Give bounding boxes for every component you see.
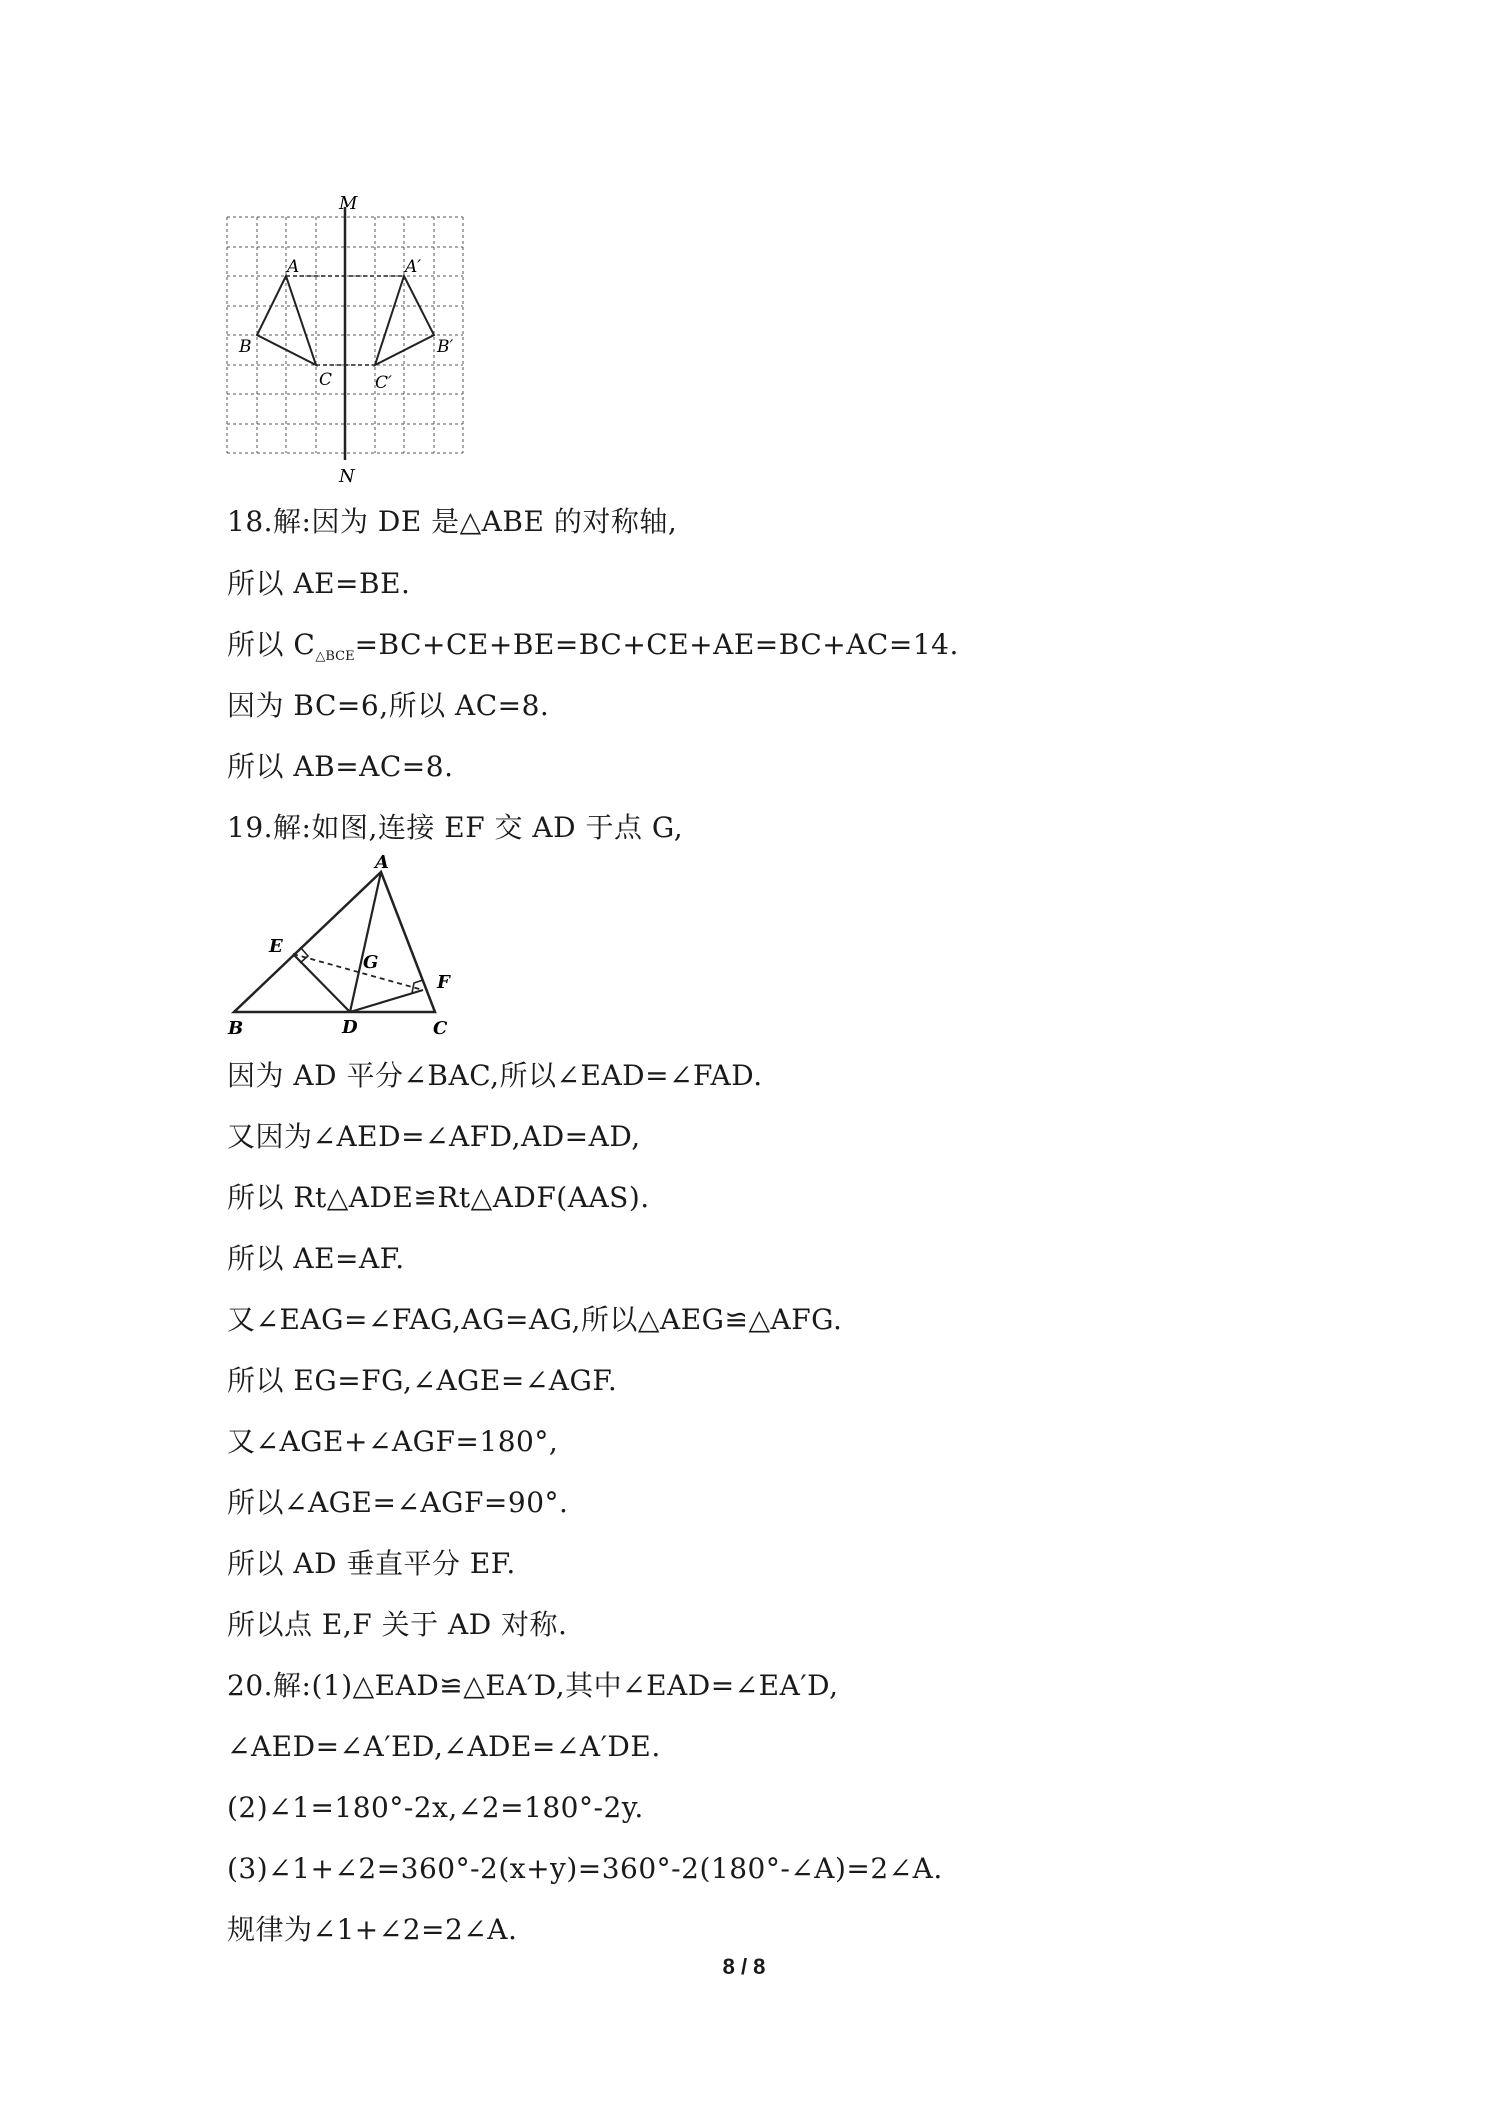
solution-19-line-3: 又因为∠AED=∠AFD,AD=AD, [227,1120,641,1153]
solution-20-line-3: (2)∠1=180°-2x,∠2=180°-2y. [227,1791,644,1824]
label-e2: E [269,936,283,957]
solution-18-line-5: 所以 AB=AC=8. [227,750,454,783]
label-d2: D [342,1017,358,1038]
solution-18-line-2: 所以 AE=BE. [227,567,411,600]
page-number: 8 / 8 [722,1954,766,1979]
label-b: B [239,337,252,357]
solution-18-line-3 [227,627,959,675]
solution-18-line-4: 因为 BC=6,所以 AC=8. [227,689,550,722]
solution-19-line-11: 所以点 E,F 关于 AD 对称. [227,1608,568,1641]
label-c: C [319,370,333,390]
label-c2: C [433,1018,448,1039]
solution-19-line-2: 因为 AD 平分∠BAC,所以∠EAD=∠FAD. [227,1059,763,1092]
solution-19-line-4: 所以 Rt△ADE≌Rt△ADF(AAS). [227,1181,650,1214]
label-f2: F [437,972,450,993]
label-c-prime: C′ [375,373,392,393]
solution-20-line-4: (3)∠1+∠2=360°-2(x+y)=360°-2(180°-∠A)=2∠A. [227,1852,943,1885]
label-n: N [339,466,355,485]
dashed-ef [293,954,423,990]
solution-19-line-8: 又∠AGE+∠AGF=180°, [227,1425,559,1458]
perimeter-subscript: △BCE [315,649,355,664]
label-b2: B [228,1018,244,1039]
triangle-abc-outline [234,872,435,1012]
segment-ad [350,872,381,1012]
right-angle-mark-e [300,948,308,963]
solution-19-line-1: 19.解:如图,连接 EF 交 AD 于点 G, [227,811,684,844]
label-g2: G [363,952,379,973]
grid-symmetry-figure [225,195,470,485]
solution-20-line-5: 规律为∠1+∠2=2∠A. [227,1913,518,1946]
solution-18-line-1: 18.解:因为 DE 是△ABE 的对称轴, [227,505,678,538]
label-a: A [287,257,300,277]
label-b-prime: B′ [437,337,454,357]
label-m: M [339,195,358,214]
segment-df [350,990,423,1012]
solution-19-line-10: 所以 AD 垂直平分 EF. [227,1547,516,1580]
solution-19-line-6: 又∠EAG=∠FAG,AG=AG,所以△AEG≌△AFG. [227,1303,843,1336]
solution-20-line-2: ∠AED=∠A′ED,∠ADE=∠A′DE. [227,1730,661,1763]
solution-20-line-1: 20.解:(1)△EAD≌△EA′D,其中∠EAD=∠EA′D, [227,1669,839,1702]
solution-19-line-7: 所以 EG=FG,∠AGE=∠AGF. [227,1364,618,1397]
perimeter-equation: =BC+CE+BE=BC+CE+AE=BC+AC=14. [354,628,959,661]
solution-19-line-5: 所以 AE=AF. [227,1242,405,1275]
solution-19-line-9: 所以∠AGE=∠AGF=90°. [227,1486,569,1519]
label-a2: A [375,852,389,873]
label-a-prime: A′ [405,257,422,277]
triangle-bisector-figure [225,850,465,1040]
perimeter-prefix: 所以 C [227,628,316,661]
